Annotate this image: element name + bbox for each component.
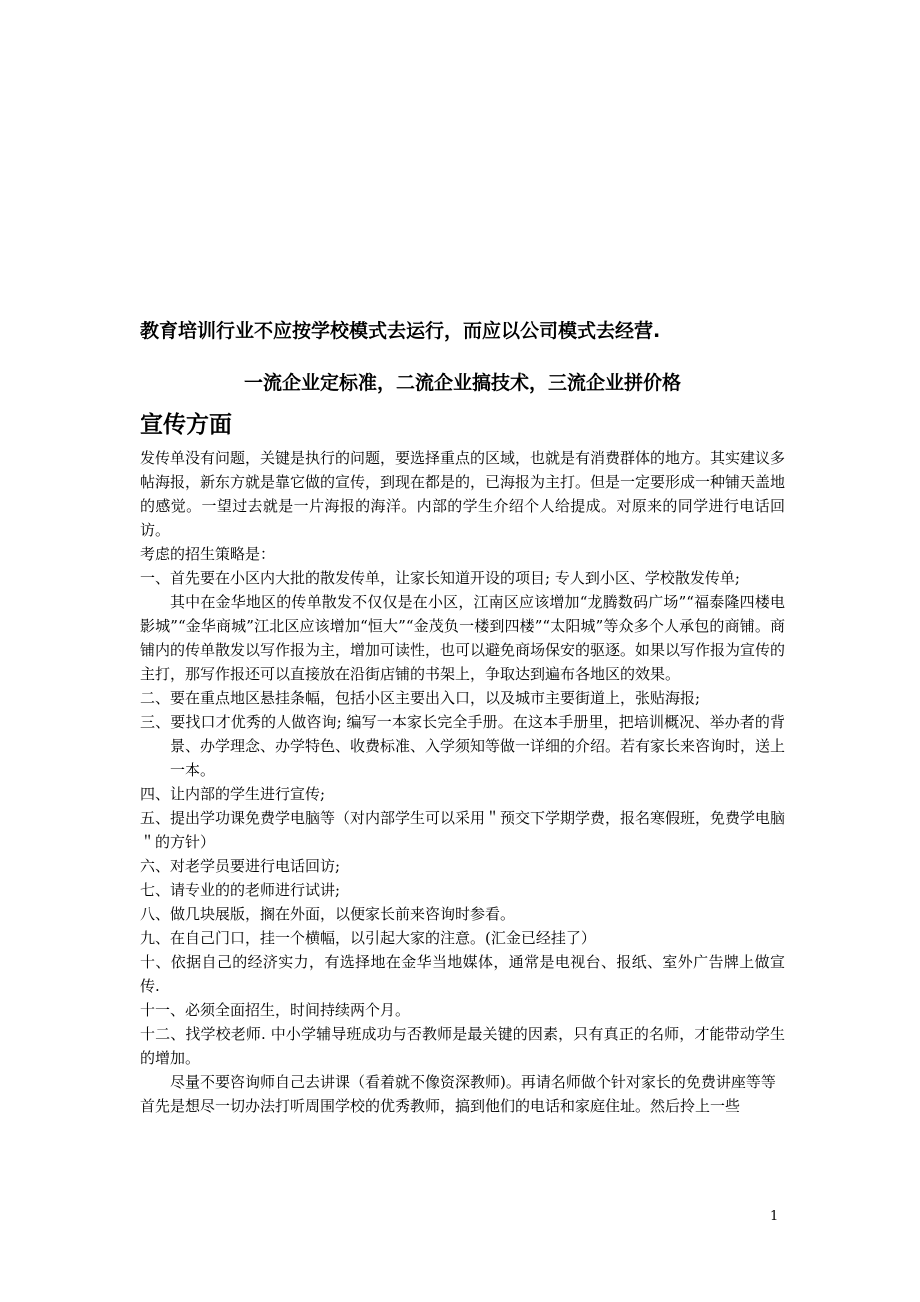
paragraph-strategy-label: 考虑的招生策略是： [140,545,276,563]
paragraph-teacher-search: 首先是想尽一切办法打听周围学校的优秀教师，搞到他们的电话和家庭住址。然后拎上一些 [140,1097,741,1115]
paragraph-jinhua-detail: 其中在金华地区的传单散发不仅仅是在小区，江南区应该增加“龙腾数码广场”“福泰隆四楼电影城”“金华商城”江北区应该增加“恒大”“金茂负一楼到四楼”“太阳城”等众多个人承包的商铺。商铺内的传单散发以写作报为主，增加可读性，也可以避免商场保安的驱逐。如果以写作报为宣传的主打，那写作报还可以直接放在沿街店铺的书架上，争取达到遍布各地区的效果。 [140,593,786,683]
list-item-3: 三、要找口才优秀的人做咨询; 编写一本家长完全手册。在这本手册里，把培训概况、举办者的背景、办学理念、办学特色、收费标准、入学须知等做一详细的介绍。若有家长来咨询时，送上一本。 [140,713,786,779]
list-item-11: 十一、必须全面招生，时间持续两个月。 [140,1001,411,1019]
list-item-1: 一、首先要在小区内大批的散发传单，让家长知道开设的项目; 专人到小区、学校散发传单; [140,569,740,587]
document-subtitle: 一流企业定标准，二流企业搞技术，三流企业拼价格 [243,372,681,394]
paragraph-teacher-note: 尽量不要咨询师自己去讲课（看着就不像资深教师)。再请名师做个针对家长的免费讲座等等 [170,1073,776,1091]
section-heading: 宣传方面 [140,412,232,438]
paragraph-intro: 发传单没有问题，关键是执行的问题，要选择重点的区域，也就是有消费群体的地方。其实建议多帖海报，新东方就是靠它做的宣传，到现在都是的，已海报为主打。但是一定要形成一种铺天盖地的感觉。一望过去就是一片海报的海洋。内部的学生介绍个人给提成。对原来的同学进行电话回访。 [140,449,786,539]
list-item-12: 十二、找学校老师. 中小学辅导班成功与否教师是最关键的因素，只有真正的名师，才能带动学生的增加。 [140,1025,785,1067]
list-item-6: 六、对老学员要进行电话回访; [140,857,341,875]
list-item-8: 八、做几块展版，搁在外面，以便家长前来咨询时参看。 [140,905,516,923]
list-item-4: 四、让内部的学生进行宣传; [140,785,326,803]
list-item-9: 九、在自己门口，挂一个横幅，以引起大家的注意。(汇金已经挂了） [140,929,596,947]
page-number: 1 [770,1209,779,1224]
list-item-7: 七、请专业的的老师进行试讲; [140,881,341,899]
document-title: 教育培训行业不应按学校模式去运行，而应以公司模式去经营. [140,320,661,342]
list-item-2: 二、要在重点地区悬挂条幅，包括小区主要出入口，以及城市主要街道上，张贴海报; [140,689,701,707]
list-item-5: 五、提出学功课免费学电脑等（对内部学生可以采用＂预交下学期学费，报名寒假班，免费学电脑＂的方针） [140,809,786,851]
list-item-10: 十、依据自己的经济实力，有选择地在金华当地媒体，通常是电视台、报纸、室外广告牌上做宣传. [140,953,785,995]
document-body [140,318,785,1118]
